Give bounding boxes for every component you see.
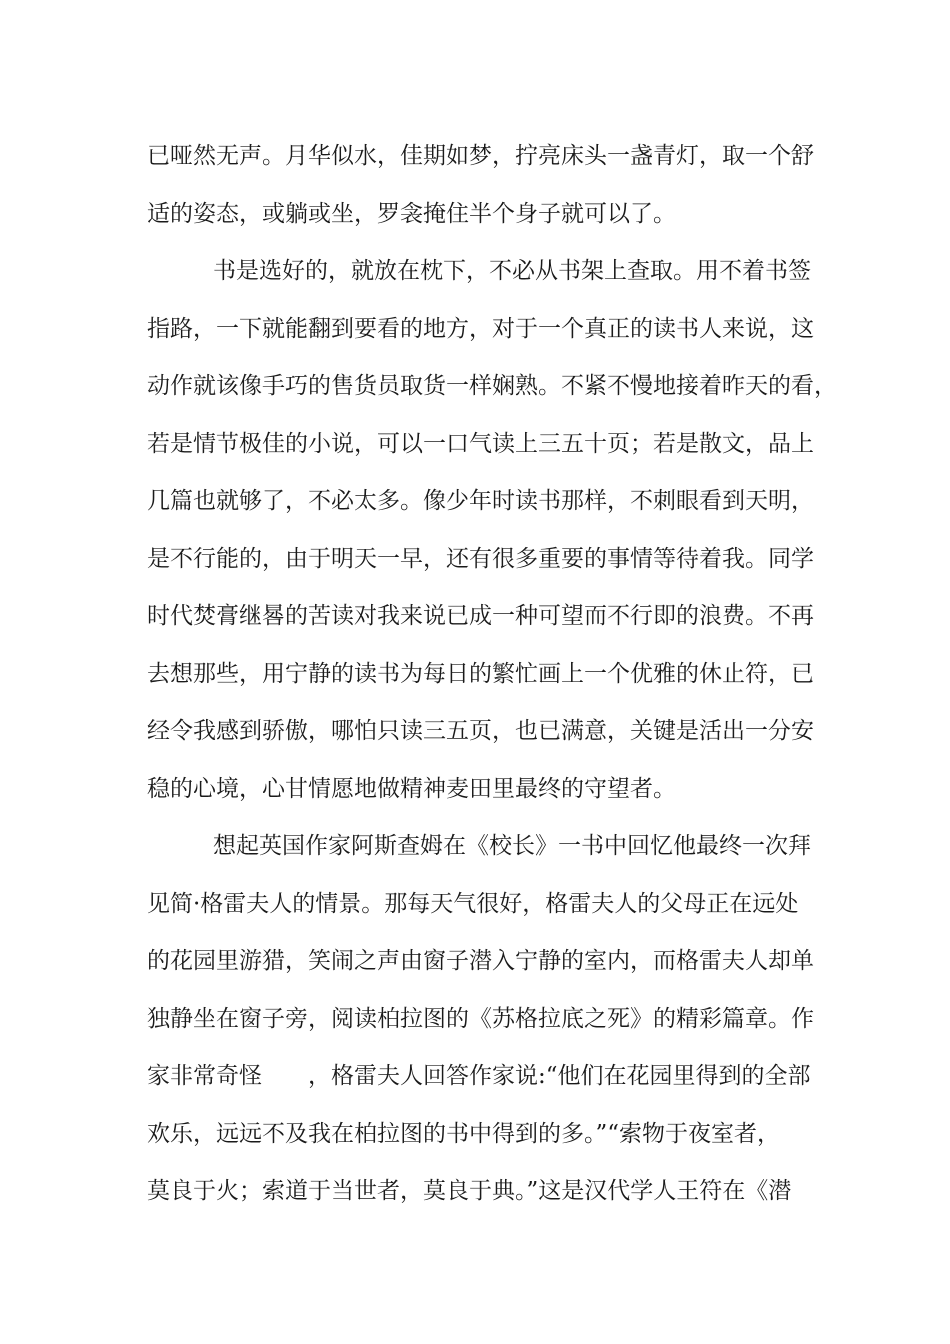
text-line: 动作就该像手巧的售货员取货一样娴熟。不紧不慢地接着昨天的看， [147, 373, 837, 399]
paragraph-start-line: 想起英国作家阿斯查姆在《校长》一书中回忆他最终一次拜 [213, 833, 811, 859]
text-line: 去想那些，用宁静的读书为每日的繁忙画上一个优雅的休止符，已 [147, 660, 814, 687]
text-line: 若是情节极佳的小说，可以一口气读上三五十页；若是散文，品上 [147, 430, 814, 457]
text-line: 适的姿态，或躺或坐，罗衾掩住半个身子就可以了。 [147, 200, 676, 227]
text-line: 是不行能的，由于明天一早，还有很多重要的事情等待着我。同学 [147, 545, 814, 572]
text-line: 的花园里游猎，笑闹之声由窗子潜入宁静的室内，而格雷夫人却单 [147, 948, 814, 974]
text-line: 见简·格雷夫人的情景。那每天气很好，格雷夫人的父母正在远处 [147, 890, 799, 917]
text-line: 经令我感到骄傲，哪怕只读三五页，也已满意，关键是活出一分安 [147, 718, 814, 744]
text-line: 莫良于火；索道于当世者，莫良于典。”这是汉代学人王符在《潜 [147, 1178, 792, 1204]
text-line: 欢乐，远远不及我在柏拉图的书中得到的多。”“索物于夜室者， [147, 1120, 781, 1147]
text-line: 指路，一下就能翻到要看的地方，对于一个真正的读书人来说，这 [147, 315, 814, 342]
text-line: 稳的心境，心甘情愿地做精神麦田里最终的守望者。 [147, 775, 676, 802]
paragraph-start-line: 书是选好的，就放在枕下，不必从书架上查取。用不着书签 [213, 258, 811, 284]
text-line: 几篇也就够了，不必太多。像少年时读书那样，不刺眼看到天明， [147, 488, 814, 514]
text-line: 已哑然无声。月华似水，佳期如梦，拧亮床头一盏青灯，取一个舒 [147, 143, 814, 169]
text-line: 家非常奇怪 ，格雷夫人回答作家说:“他们在花园里得到的全部 [147, 1063, 811, 1089]
text-line: 时代焚膏继晷的苦读对我来说已成一种可望而不行即的浪费。不再 [147, 603, 814, 629]
text-line: 独静坐在窗子旁，阅读柏拉图的《苏格拉底之死》的精彩篇章。作 [147, 1005, 814, 1032]
body-text [147, 128, 837, 1221]
